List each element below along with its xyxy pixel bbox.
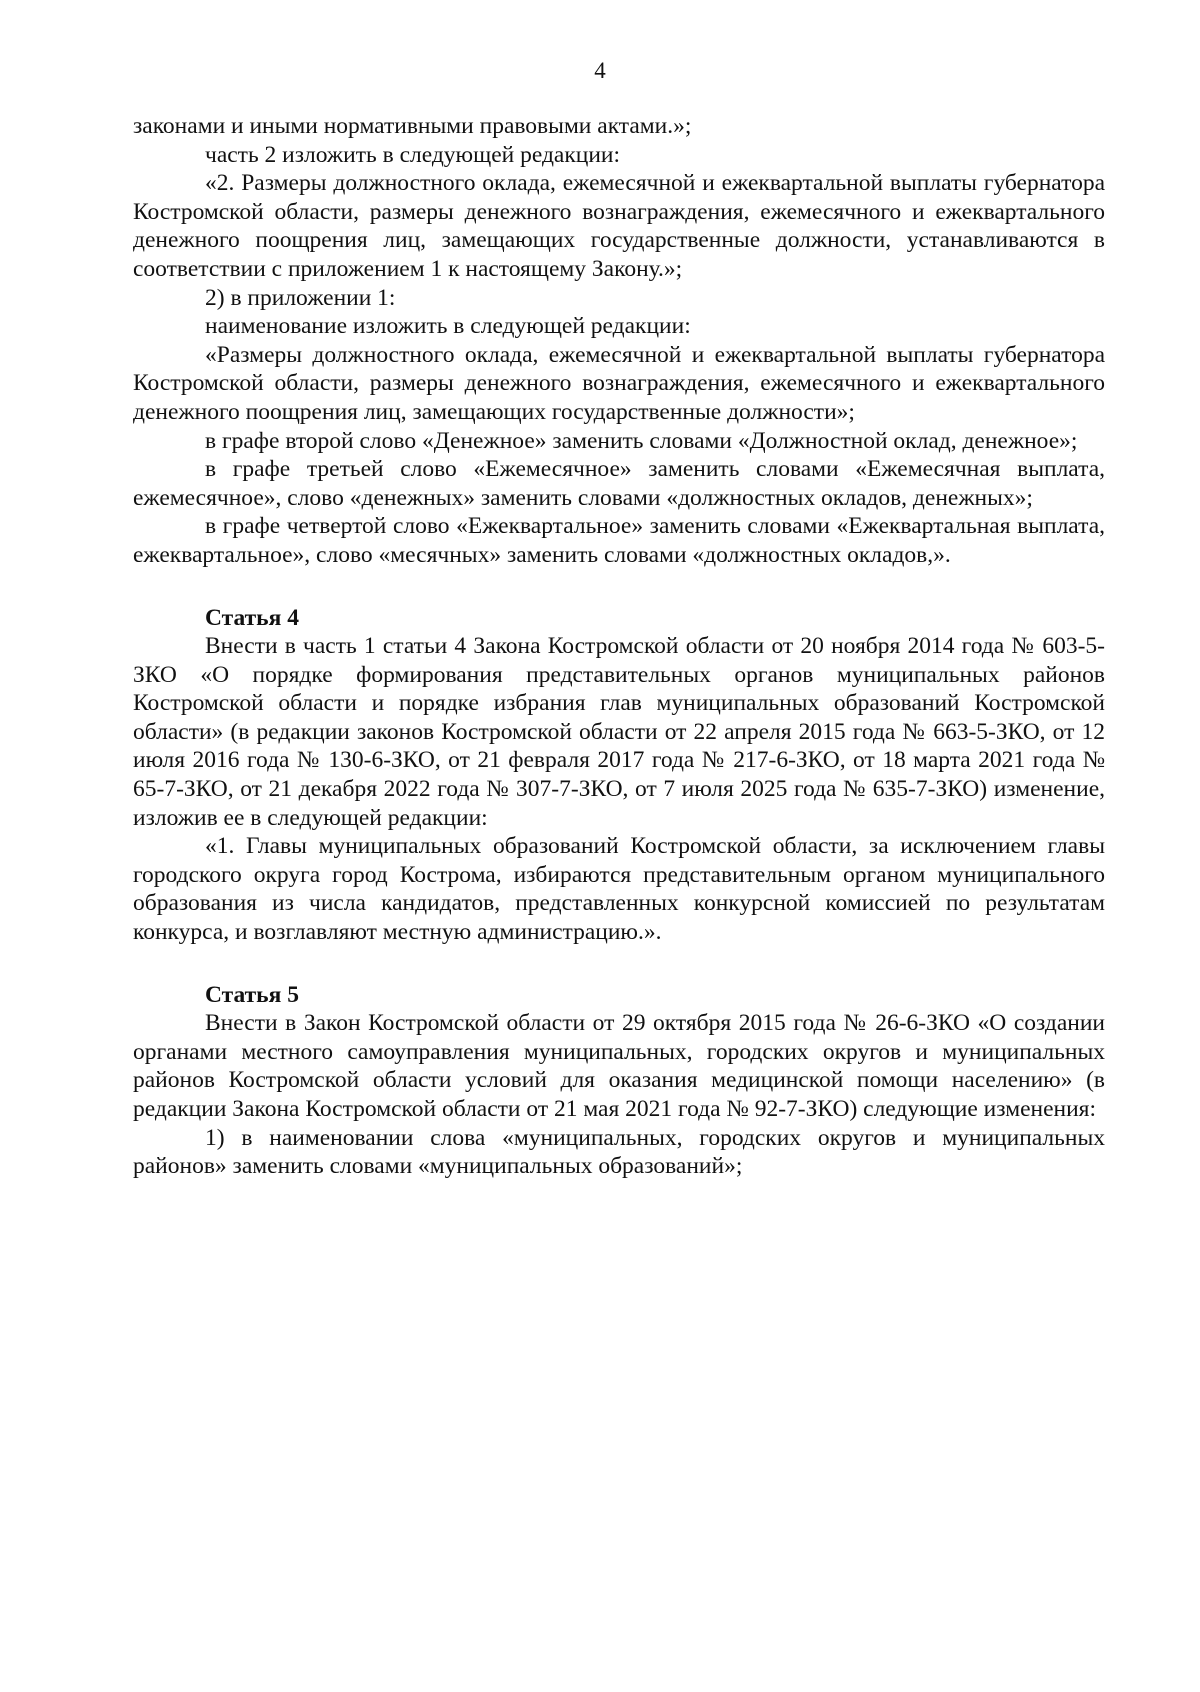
article-4-heading: Статья 4 bbox=[205, 604, 299, 631]
paragraph: «1. Главы муниципальных образований Костромской области, за исключением главы городского округа город Кострома, избираются представительным органом муниципального образования из числа кандидатов, представленных конкурсной комиссией по результатам конкурса, и возглавляют местную администрацию.». bbox=[133, 833, 1105, 946]
paragraph: «2. Размеры должностного оклада, ежемесячной и ежеквартальной выплаты губернатора Костромской области, размеры денежного вознаграждения, ежемесячного и ежеквартального денежного поощрения лиц, замещающих государственные должности, устанавливаются в соответствии с приложением 1 к настоящему Закону.»; bbox=[133, 170, 1105, 282]
article-5-heading: Статья 5 bbox=[205, 981, 299, 1008]
paragraph: Внести в Закон Костромской области от 29 октября 2015 года № 26-6-ЗКО «О создании органами местного самоуправления муниципальных, городских округов и муниципальных районов Костромской области условий для оказания медицинской помощи населению» (в редакции Закона Костромской области от 21 мая 2021 года № 92-7-ЗКО) следующие изменения: bbox=[133, 1010, 1105, 1122]
paragraph: 1) в наименовании слова «муниципальных, городских округов и муниципальных районов» заменить словами «муниципальных образований»; bbox=[133, 1124, 1105, 1180]
paragraph: Внести в часть 1 статьи 4 Закона Костромской области от 20 ноября 2014 года № 603-5-ЗКО «О порядке формирования представительных органов муниципальных районов Костромской области и порядке избрания глав муниципальных образований Костромской области» (в редакции законов Костромской области от 22 апреля 2015 года № 663-5-ЗКО, от 12 июля 2016 года № 130-6-ЗКО, от 21 февраля 2017 года № 217-6-ЗКО, от 18 марта 2021 года № 65-7-ЗКО, от 21 декабря 2022 года № 307-7-ЗКО, от 7 июля 2025 года № 635-7-ЗКО) изменение, изложив ее в следующей редакции: bbox=[133, 633, 1105, 831]
paragraph: часть 2 изложить в следующей редакции: bbox=[205, 141, 621, 168]
paragraph: в графе третьей слово «Ежемесячное» заменить словами «Ежемесячная выплата, ежемесячное», слово «денежных» заменить словами «должностных окладов, денежных»; bbox=[133, 456, 1105, 511]
paragraph: 2) в приложении 1: bbox=[205, 284, 396, 311]
paragraph: в графе второй слово «Денежное» заменить словами «Должностной оклад, денежное»; bbox=[205, 427, 1078, 454]
page-number: 4 bbox=[594, 58, 606, 83]
paragraph: законами и иными нормативными правовыми актами.»; bbox=[133, 113, 692, 139]
paragraph: наименование изложить в следующей редакции: bbox=[205, 313, 691, 340]
paragraph: «Размеры должностного оклада, ежемесячной и ежеквартальной выплаты губернатора Костромской области, размеры денежного вознаграждения, ежемесячного и ежеквартального денежного поощрения лиц, замещающих государственные должности»; bbox=[133, 341, 1105, 425]
document-body bbox=[133, 112, 1105, 1181]
paragraph: в графе четвертой слово «Ежеквартальное» заменить словами «Ежеквартальная выплата, ежеквартальное», слово «месячных» заменить словами «должностных окладов,». bbox=[133, 513, 1105, 568]
